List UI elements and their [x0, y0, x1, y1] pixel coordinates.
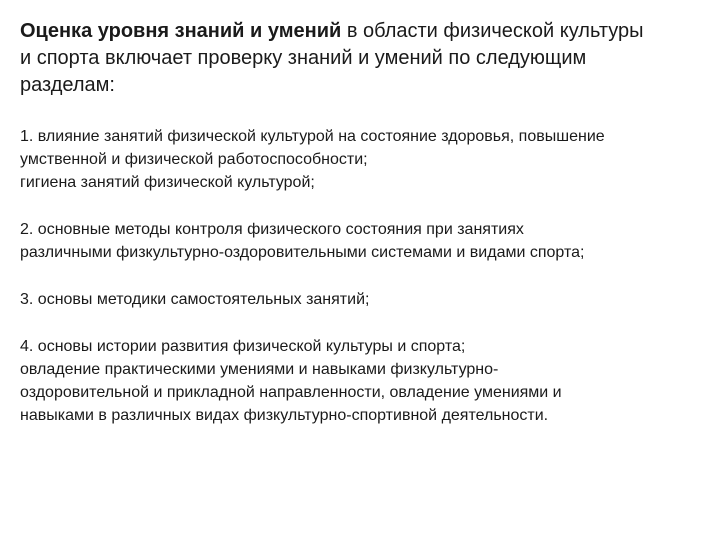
section-3-line-1: 3. основы методики самостоятельных занятий; [20, 291, 370, 308]
intro-line-1 [20, 18, 698, 45]
section-2-line-1: 2. основные методы контроля физического состояния при занятиях [20, 221, 524, 238]
section-4-line-3: оздоровительной и прикладной направленности, овладение умениями и [20, 384, 562, 401]
intro-bold-lead: Оценка уровня знаний и умений [20, 20, 342, 42]
intro-rest: в области физической культуры [341, 20, 644, 42]
section-4-line-2: овладение практическими умениями и навыками физкультурно- [20, 361, 499, 378]
section-1-line-2: умственной и физической работоспособности; [20, 151, 368, 168]
section-1 [20, 125, 698, 194]
section-1-line-1: 1. влияние занятий физической культурой на состояние здоровья, повышение [20, 128, 605, 145]
section-4-line-1: 4. основы истории развития физической культуры и спорта; [20, 338, 466, 355]
section-2 [20, 218, 698, 264]
section-4 [20, 335, 698, 427]
section-1-line-3: гигиена занятий физической культурой; [20, 174, 315, 191]
section-3 [20, 288, 698, 311]
section-4-line-4: навыками в различных видах физкультурно-спортивной деятельности. [20, 407, 549, 424]
section-2-line-2: различными физкультурно-оздоровительными системами и видами спорта; [20, 244, 585, 261]
intro-line-2: и спорта включает проверку знаний и умений по следующим [20, 47, 587, 69]
intro-line-3: разделам: [20, 74, 115, 96]
intro-paragraph [20, 18, 698, 99]
